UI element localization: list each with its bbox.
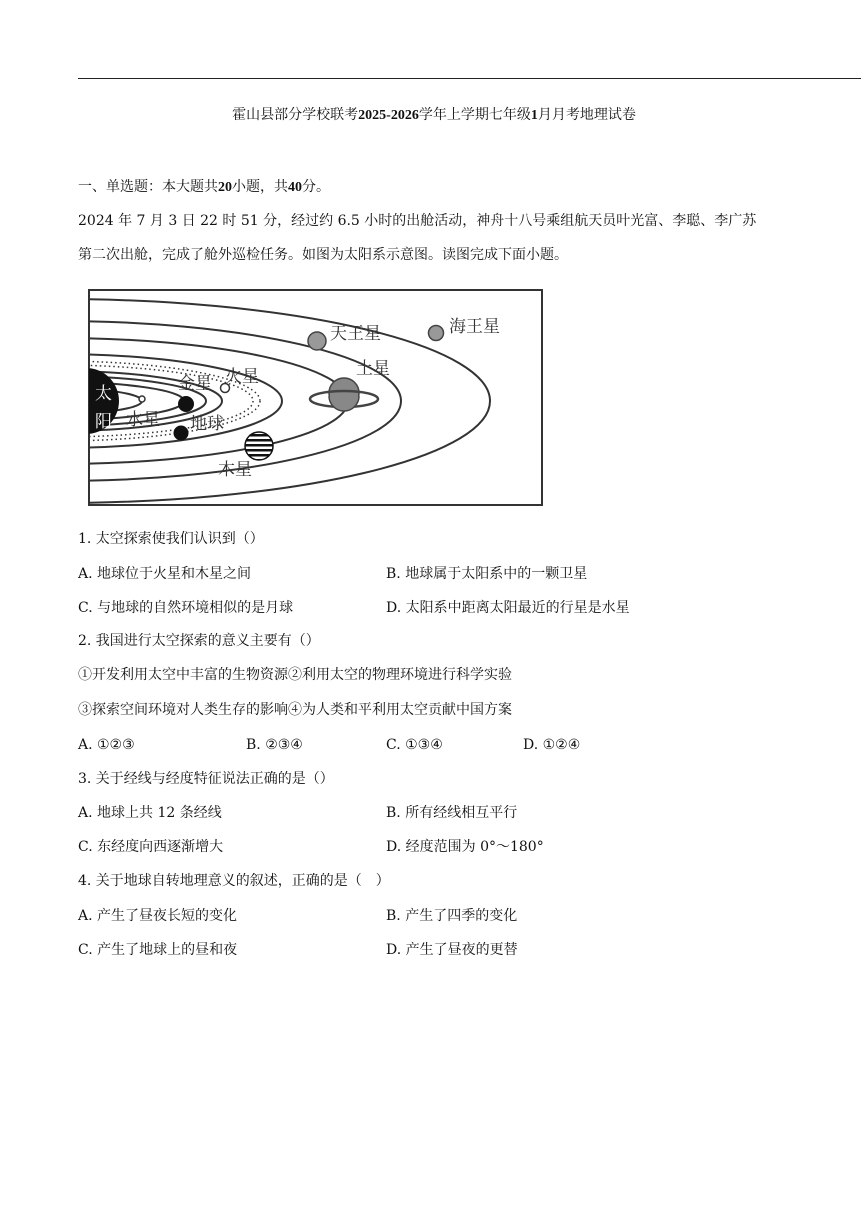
question-2-statements-1: ①开发利用太空中丰富的生物资源②利用太空的物理环境进行科学实验 [78, 667, 512, 683]
header-rule [78, 78, 861, 79]
question-2-option-a[interactable]: A. ①②③ [78, 737, 135, 753]
title-month: 1 [530, 108, 538, 123]
question-2-stem: 2. 我国进行太空探索的意义主要有（） [78, 633, 320, 649]
title-text: 月月考地理试卷 [537, 107, 636, 123]
question-3-option-a[interactable]: A. 地球上共 12 条经线 [78, 805, 222, 821]
uranus-label: 天王星 [330, 324, 381, 344]
question-3-stem: 3. 关于经线与经度特征说法正确的是（） [78, 771, 334, 787]
question-1-option-c[interactable]: C. 与地球的自然环境相似的是月球 [78, 600, 294, 616]
section-count: 20 [218, 180, 232, 195]
intro-line-2: 第二次出舱，完成了舱外巡检任务。如图为太阳系示意图。读图完成下面小题。 [78, 247, 568, 263]
solar-system-diagram [88, 289, 543, 506]
question-2-statements-2: ③探索空间环境对人类生存的影响④为人类和平利用太空贡献中国方案 [78, 702, 512, 718]
earth-icon [174, 426, 189, 441]
sun-label: 阳 [95, 412, 112, 432]
mercury-icon [139, 396, 145, 402]
mercury-label: 水星 [126, 410, 160, 430]
question-2-option-b[interactable]: B. ②③④ [246, 737, 303, 753]
section-text: 一、单选题：本大题共 [78, 179, 218, 195]
question-3-option-b[interactable]: B. 所有经线相互平行 [386, 805, 518, 821]
question-1-option-a[interactable]: A. 地球位于火星和木星之间 [78, 566, 252, 582]
intro-line-1: 2024 年 7 月 3 日 22 时 51 分，经过约 6.5 小时的出舱活动，神舟十八号乘组航天员叶光富、李聪、李广苏 [78, 213, 757, 229]
question-1-option-d[interactable]: D. 太阳系中距离太阳最近的行星是水星 [386, 600, 630, 616]
venus-label: 金星 [178, 374, 212, 394]
question-3-option-c[interactable]: C. 东经度向西逐渐增大 [78, 839, 224, 855]
question-3-option-d[interactable]: D. 经度范围为 0°～180° [386, 839, 544, 855]
jupiter-icon [245, 432, 273, 460]
saturn-label: 土星 [356, 359, 390, 379]
question-2-option-c[interactable]: C. ①③④ [386, 737, 443, 753]
section-text: 分。 [302, 179, 330, 195]
question-1-stem: 1. 太空探索使我们认识到（） [78, 531, 264, 547]
question-4-stem: 4. 关于地球自转地理意义的叙述，正确的是（ ） [78, 873, 390, 889]
title-text: 霍山县部分学校联考 [232, 107, 359, 123]
jupiter-label: 木星 [218, 460, 252, 480]
question-4-option-a[interactable]: A. 产生了昼夜长短的变化 [78, 908, 238, 924]
earth-label: 地球 [190, 414, 224, 434]
exam-title [0, 106, 868, 125]
question-1-option-b[interactable]: B. 地球属于太阳系中的一颗卫星 [386, 566, 588, 582]
title-years: 2025-2026 [358, 108, 419, 123]
venus-icon [178, 396, 194, 412]
mars-label: 火星 [225, 367, 259, 387]
section-text: 小题，共 [232, 179, 288, 195]
section-heading [78, 178, 330, 197]
neptune-icon [429, 326, 444, 341]
section-points: 40 [288, 180, 302, 195]
question-4-option-c[interactable]: C. 产生了地球上的昼和夜 [78, 942, 238, 958]
sun-label: 太 [95, 384, 112, 404]
question-2-option-d[interactable]: D. ①②④ [523, 737, 581, 753]
neptune-label: 海王星 [449, 317, 500, 337]
title-text: 学年上学期七年级 [418, 107, 531, 123]
question-4-option-d[interactable]: D. 产生了昼夜的更替 [386, 942, 518, 958]
question-4-option-b[interactable]: B. 产生了四季的变化 [386, 908, 518, 924]
uranus-icon [308, 332, 326, 350]
